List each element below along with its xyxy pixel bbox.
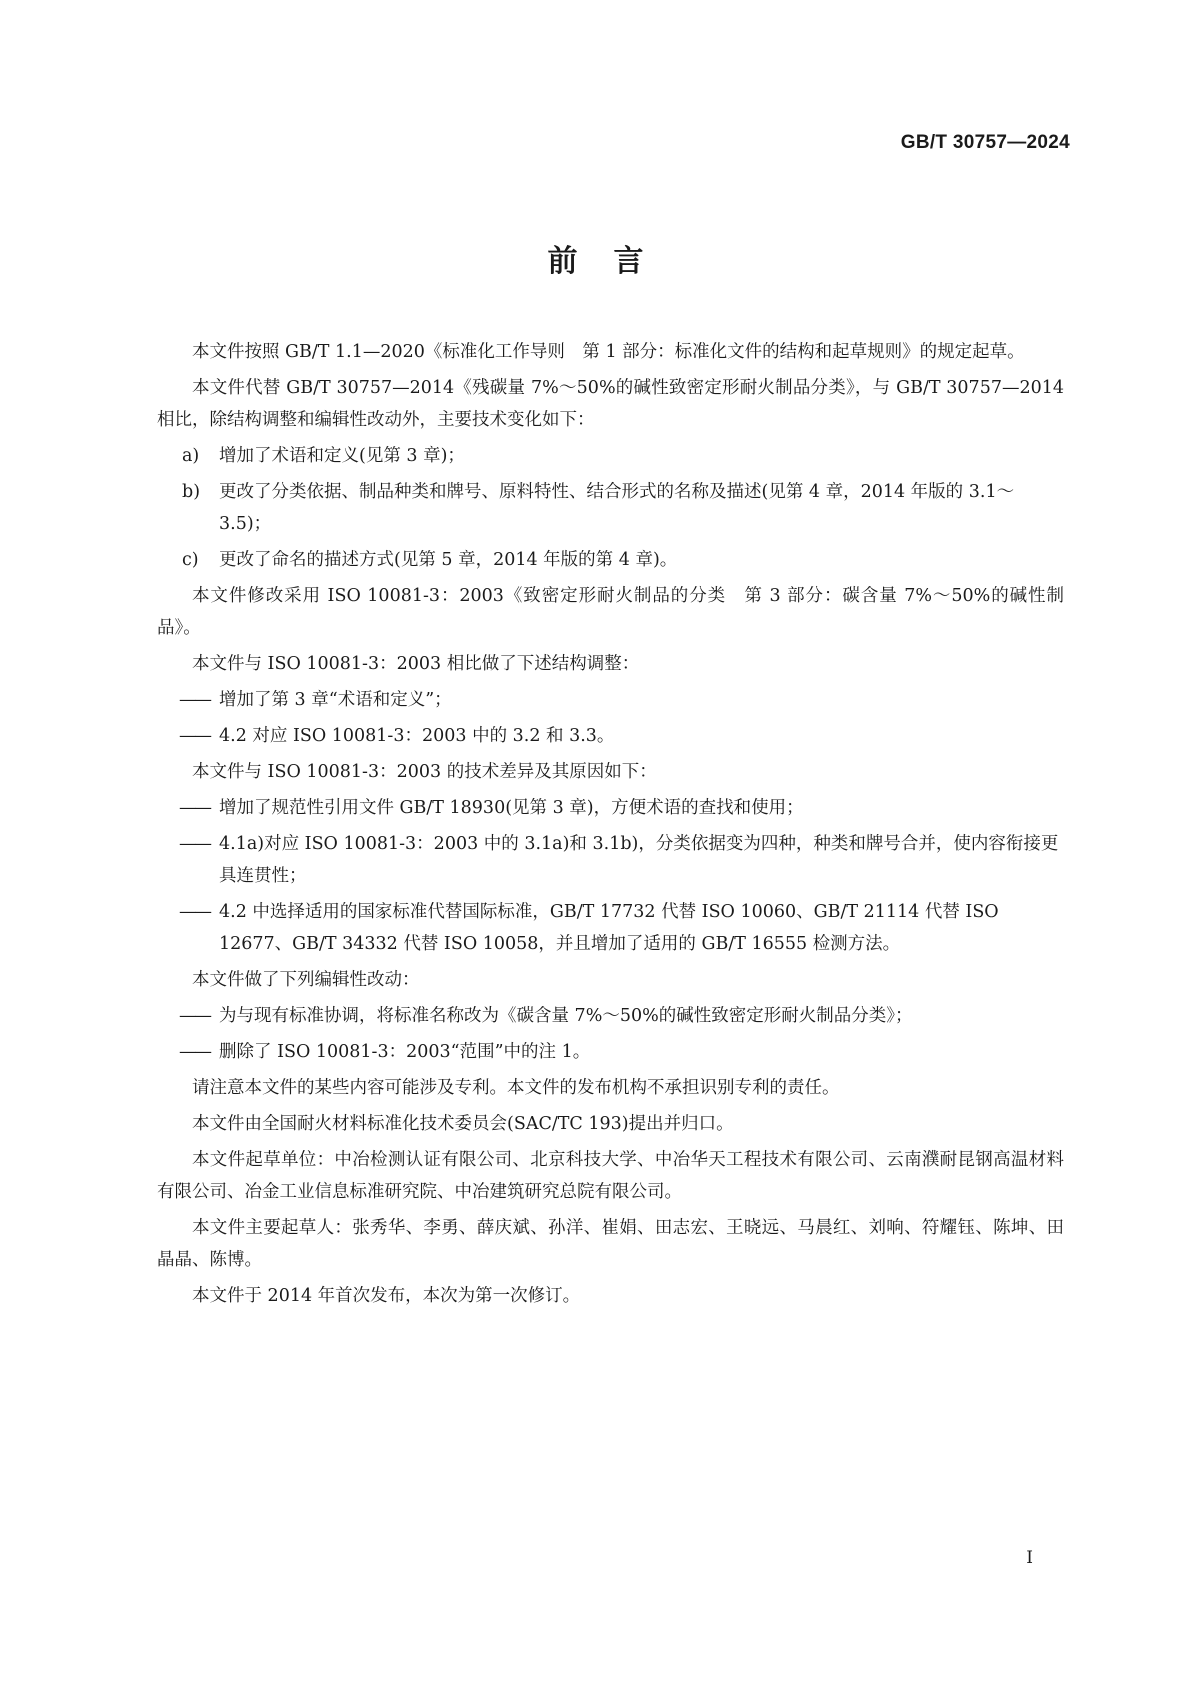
standard-number: GB/T 30757—2024: [900, 132, 1070, 153]
list-item: [157, 476, 1064, 540]
paragraph-structure-intro: 本文件与 ISO 10081-3：2003 相比做了下述结构调整：: [192, 654, 640, 674]
dash-item-text: 4.2 对应 ISO 10081-3：2003 中的 3.2 和 3.3。: [219, 726, 615, 746]
dash-item-text: 4.2 中选择适用的国家标准代替国际标准，GB/T 17732 代替 ISO 10060、GB/T 21114 代替 ISO 12677、GB/T 34332 代替 ISO 10058，并且增加了适用的 GB/T 16555 检测方法。: [219, 902, 999, 954]
dash-item: [157, 1000, 1064, 1032]
paragraph-replaces: 本文件代替 GB/T 30757—2014《残碳量 7%～50%的碱性致密定形耐火制品分类》，与 GB/T 30757—2014 相比，除结构调整和编辑性改动外，主要技术变化如下：: [157, 378, 1064, 430]
page-number: I: [1026, 1548, 1033, 1568]
dash-item-text: 删除了 ISO 10081-3：2003“范围”中的注 1。: [219, 1042, 591, 1062]
dash-marker: ——: [179, 1006, 210, 1026]
paragraph-patent-notice: 请注意本文件的某些内容可能涉及专利。本文件的发布机构不承担识别专利的责任。: [192, 1078, 840, 1098]
dash-item: [157, 684, 1064, 716]
dash-marker: ——: [179, 834, 210, 854]
paragraph-history: 本文件于 2014 年首次发布，本次为第一次修订。: [192, 1286, 581, 1306]
list-item-label: a): [182, 446, 200, 466]
list-item: [157, 440, 1064, 472]
paragraph-drafting-rules: 本文件按照 GB/T 1.1—2020《标准化工作导则 第 1 部分：标准化文件的结构和起草规则》的规定起草。: [192, 342, 1025, 362]
dash-item: [157, 1036, 1064, 1068]
paragraph-adoption: 本文件修改采用 ISO 10081-3：2003《致密定形耐火制品的分类 第 3 部分：碳含量 7%～50%的碱性制品》。: [157, 586, 1064, 638]
dash-marker: ——: [179, 902, 210, 922]
list-item-text: 更改了命名的描述方式(见第 5 章，2014 年版的第 4 章)。: [219, 550, 678, 570]
dash-item: [157, 896, 1064, 960]
dash-marker: ——: [179, 726, 210, 746]
dash-item: [157, 828, 1064, 892]
dash-marker: ——: [179, 690, 210, 710]
list-item-label: c): [182, 550, 199, 570]
paragraph-drafters: 本文件主要起草人：张秀华、李勇、薛庆斌、孙洋、崔娟、田志宏、王晓远、马晨红、刘响、符耀钰、陈坤、田晶晶、陈博。: [157, 1218, 1064, 1270]
foreword-body: [157, 336, 1064, 1316]
dash-item-text: 增加了规范性引用文件 GB/T 18930(见第 3 章)，方便术语的查找和使用；: [219, 798, 804, 818]
list-item-text: 增加了术语和定义(见第 3 章)；: [219, 446, 465, 466]
dash-item-text: 增加了第 3 章“术语和定义”；: [219, 690, 452, 710]
paragraph-editorial-intro: 本文件做了下列编辑性改动：: [192, 970, 420, 990]
dash-item-text: 4.1a)对应 ISO 10081-3：2003 中的 3.1a)和 3.1b)，分类依据变为四种，种类和牌号合并，使内容衔接更具连贯性；: [219, 834, 1059, 886]
paragraph-tech-diff-intro: 本文件与 ISO 10081-3：2003 的技术差异及其原因如下：: [192, 762, 657, 782]
paragraph-drafting-units: 本文件起草单位：中冶检测认证有限公司、北京科技大学、中冶华天工程技术有限公司、云南濮耐昆钢高温材料有限公司、冶金工业信息标准研究院、中冶建筑研究总院有限公司。: [157, 1150, 1064, 1202]
list-item: [157, 544, 1064, 576]
page-title: 前言: [547, 244, 680, 279]
dash-item: [157, 720, 1064, 752]
dash-marker: ——: [179, 1042, 210, 1062]
paragraph-committee: 本文件由全国耐火材料标准化技术委员会(SAC/TC 193)提出并归口。: [192, 1114, 734, 1134]
list-item-label: b): [182, 482, 201, 502]
dash-item: [157, 792, 1064, 824]
dash-item-text: 为与现有标准协调，将标准名称改为《碳含量 7%～50%的碱性致密定形耐火制品分类》；: [219, 1006, 913, 1026]
dash-marker: ——: [179, 798, 210, 818]
list-item-text: 更改了分类依据、制品种类和牌号、原料特性、结合形式的名称及描述(见第 4 章，2014 年版的 3.1～3.5)；: [219, 482, 1015, 534]
